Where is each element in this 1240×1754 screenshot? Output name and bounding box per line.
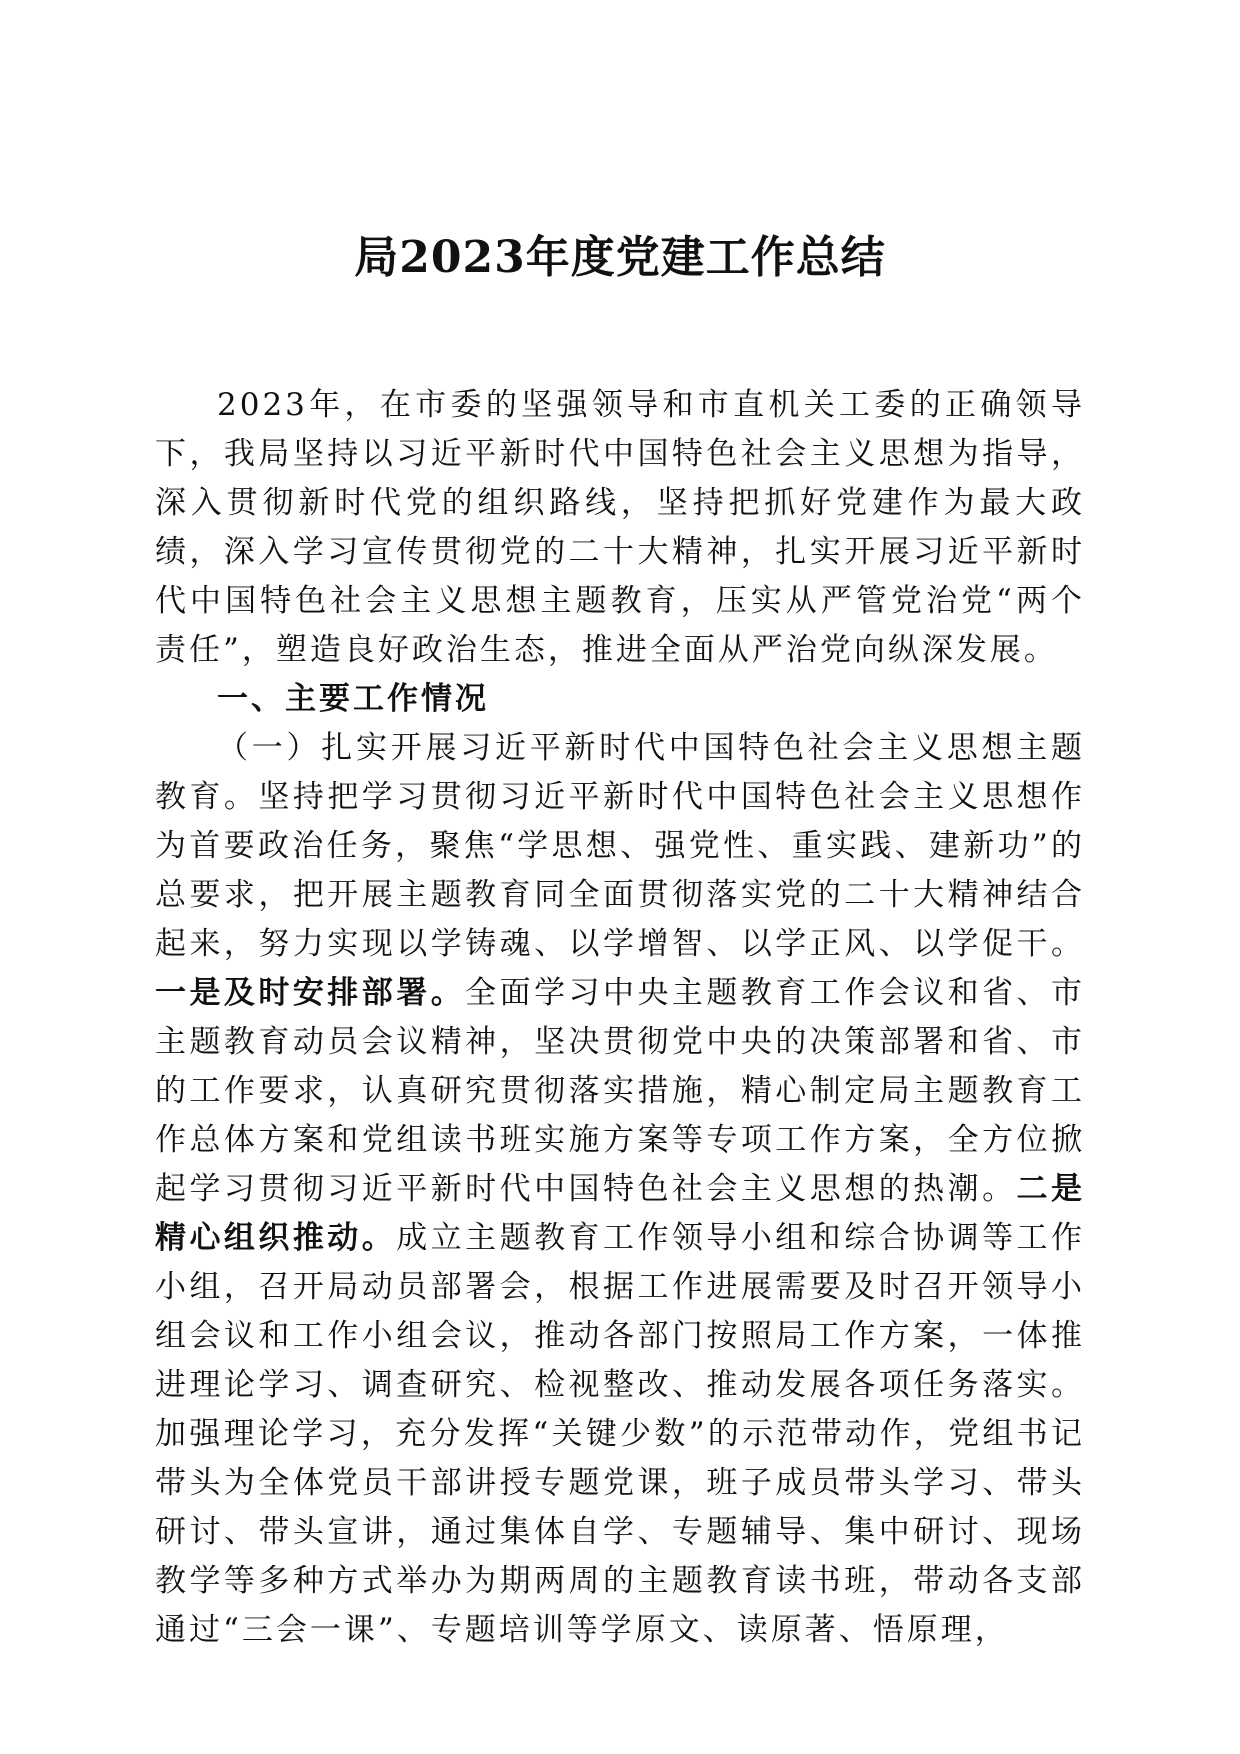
point-one-text: 全面学习中央主题教育工作会议和省、市主题教育动员会议精神，坚决贯彻党中央的决策部署和省、市的工作要求，认真研究贯彻落实措施，精心制定局主题教育工作总体方案和党组读书班实施方案等专项工作方案，全方位掀起学习贯彻习近平新时代中国特色社会主义思想的热潮。 (155, 975, 1086, 1207)
subsection-paragraph (155, 724, 1085, 1655)
subsection-heading: （一）扎实开展习近平新时代中国特色社会主义思想主题教育。 (155, 730, 1085, 815)
document-title: 局2023年度党建工作总结 (354, 232, 886, 283)
subsection-text: 坚持把学习贯彻习近平新时代中国特色社会主义思想作为首要政治任务，聚焦“学思想、强党性、重实践、建新功”的总要求，把开展主题教育同全面贯彻落实党的二十大精神结合起来，努力实现以学铸魂、以学增智、以学正风、以学促干。 (155, 779, 1086, 962)
intro-paragraph: 2023年，在市委的坚强领导和市直机关工委的正确领导下，我局坚持以习近平新时代中国特色社会主义思想为指导，深入贯彻新时代党的组织路线，坚持把抓好党建作为最大政绩，深入学习宣传贯彻党的二十大精神，扎实开展习近平新时代中国特色社会主义思想主题教育，压实从严管党治党“两个责任”，塑造良好政治生态，推进全面从严治党向纵深发展。 (155, 387, 1085, 668)
point-two-label: 二是精心组织推动。 (155, 1171, 1086, 1256)
section-heading-main-work: 一、主要工作情况 (217, 681, 489, 717)
point-one-label: 一是及时安排部署。 (155, 975, 466, 1011)
point-two-text: 成立主题教育工作领导小组和综合协调等工作小组，召开局动员部署会，根据工作进展需要及时召开领导小组会议和工作小组会议，推动各部门按照局工作方案，一体推进理论学习、调查研究、检视整改、推动发展各项任务落实。加强理论学习，充分发挥“关键少数”的示范带动作，党组书记带头为全体党员干部讲授专题党课，班子成员带头学习、带头研讨、带头宣讲，通过集体自学、专题辅导、集中研讨、现场教学等多种方式举办为期两周的主题教育读书班，带动各支部通过“三会一课”、专题培训等学原文、读原著、悟原理， (155, 1220, 1086, 1648)
document-body (155, 381, 1085, 1655)
